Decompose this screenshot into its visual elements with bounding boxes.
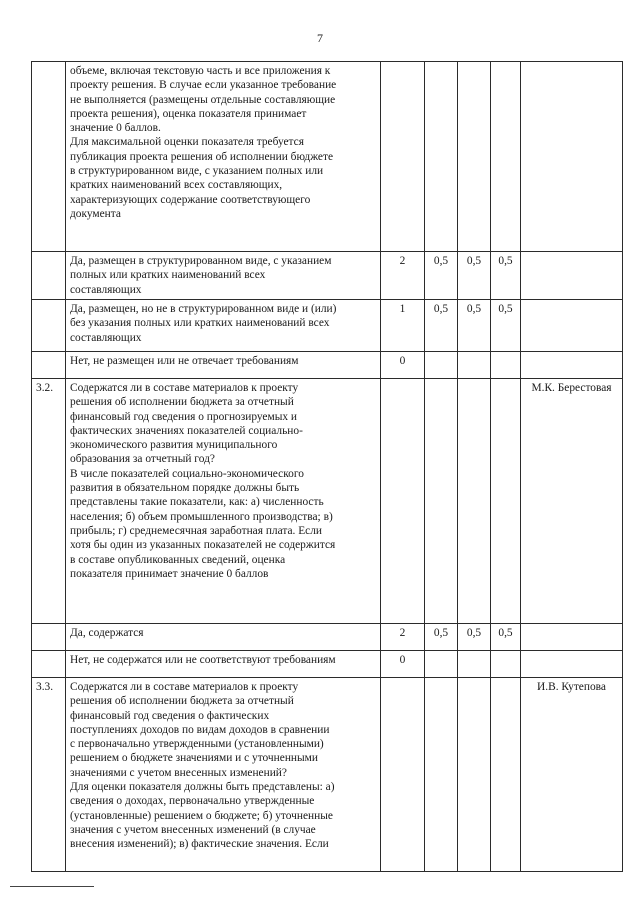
criterion-line: Да, размещен в структурированном виде, с указанием — [70, 255, 332, 267]
coefficient-3: 0,5 — [491, 252, 521, 300]
criterion-line: сведения о доходах, первоначально утвержденные — [70, 795, 315, 808]
score-value — [381, 62, 425, 252]
criterion-line: Да, размещен, но не в структурированном виде и (или) — [70, 303, 337, 315]
criterion-text — [66, 62, 381, 252]
row-number — [32, 252, 66, 300]
responsible-person — [521, 62, 623, 252]
criterion-line: финансовый год сведения о прогнозируемых и — [70, 410, 297, 423]
page-number: 7 — [317, 31, 323, 45]
score-value: 2 — [381, 624, 425, 651]
criterion-line: Для оценки показателя должны быть представлены: а) — [70, 781, 335, 794]
row-number — [32, 352, 66, 379]
criterion-line: решения об исполнении бюджета за отчетный — [70, 396, 294, 409]
criterion-line: без указания полных или кратких наименований всех — [70, 317, 330, 330]
criterion-line: не выполняется (размещены отдельные составляющие — [70, 93, 336, 106]
criteria-table — [31, 61, 623, 872]
responsible-person — [521, 651, 623, 678]
criterion-line: поступлениях доходов по видам доходов в сравнении — [70, 723, 330, 736]
criterion-line: показателя принимает значение 0 баллов — [70, 567, 269, 580]
coefficient-2: 0,5 — [458, 624, 491, 651]
coefficient-1 — [425, 379, 458, 624]
criterion-line: населения; б) объем промышленного производства; в) — [70, 510, 333, 523]
criterion-line: с первоначально утвержденными (установленными) — [70, 738, 324, 751]
responsible-person: М.К. Берестовая — [521, 379, 623, 624]
coefficient-3 — [491, 379, 521, 624]
criterion-line: значениями с учетом внесенных изменений? — [70, 766, 287, 779]
criterion-line: решением о бюджете значениями и с уточненными — [70, 752, 318, 765]
footnote-separator — [10, 886, 94, 887]
criterion-line: образования за отчетный год? — [70, 453, 215, 466]
row-number: 3.2. — [32, 379, 66, 624]
criterion-text — [66, 300, 381, 352]
coefficient-3 — [491, 62, 521, 252]
score-value: 0 — [381, 651, 425, 678]
criterion-line: составляющих — [70, 283, 142, 296]
criterion-line: объеме, включая текстовую часть и все приложения к — [70, 65, 331, 77]
coefficient-2 — [458, 678, 491, 872]
criterion-line: фактических значениях показателей социально- — [70, 424, 303, 437]
coefficient-1 — [425, 651, 458, 678]
criterion-line: Для максимальной оценки показателя требуется — [70, 136, 304, 149]
criterion-text — [66, 651, 381, 678]
coefficient-1: 0,5 — [425, 624, 458, 651]
table-row — [32, 62, 623, 252]
responsible-person — [521, 300, 623, 352]
row-number: 3.3. — [32, 678, 66, 872]
responsible-person — [521, 352, 623, 379]
coefficient-3 — [491, 651, 521, 678]
coefficient-1: 0,5 — [425, 300, 458, 352]
row-number — [32, 300, 66, 352]
criterion-line: документа — [70, 207, 121, 220]
table-row — [32, 624, 623, 651]
criterion-line: Содержатся ли в составе материалов к проекту — [70, 382, 299, 394]
criterion-text — [66, 379, 381, 624]
table-body — [32, 62, 623, 872]
criterion-line: Нет, не размещен или не отвечает требованиям — [70, 355, 299, 367]
score-value — [381, 379, 425, 624]
criterion-line: проекту решения. В случае если указанное требование — [70, 79, 337, 92]
criterion-line: в структурированном виде, с указанием полных или — [70, 165, 324, 178]
criterion-line: решения об исполнении бюджета за отчетный — [70, 695, 294, 708]
criterion-text — [66, 352, 381, 379]
criterion-line: В числе показателей социально-экономического — [70, 467, 304, 480]
table-row — [32, 379, 623, 624]
criterion-line: развития в обязательном порядке должны быть — [70, 482, 300, 495]
table-row — [32, 252, 623, 300]
coefficient-3: 0,5 — [491, 624, 521, 651]
criterion-line: финансовый год сведения о фактических — [70, 709, 270, 722]
coefficient-1 — [425, 62, 458, 252]
criterion-line: Содержатся ли в составе материалов к проекту — [70, 681, 299, 693]
criterion-line: (установленные) решением о бюджете; б) уточненные — [70, 809, 333, 822]
score-value: 0 — [381, 352, 425, 379]
criterion-line: составляющих — [70, 331, 142, 344]
responsible-person — [521, 252, 623, 300]
score-value — [381, 678, 425, 872]
coefficient-1: 0,5 — [425, 252, 458, 300]
criterion-line: проекта решения), оценка показателя принимает — [70, 107, 307, 120]
criterion-line: Да, содержатся — [70, 627, 144, 639]
criterion-line: значения с учетом внесенных изменений (в случае — [70, 823, 316, 836]
criterion-line: экономического развития муниципального — [70, 439, 278, 452]
row-number — [32, 651, 66, 678]
coefficient-3: 0,5 — [491, 300, 521, 352]
criterion-line: характеризующих содержание соответствующего — [70, 193, 311, 206]
responsible-person — [521, 624, 623, 651]
criterion-line: публикация проекта решения об исполнении бюджете — [70, 150, 334, 163]
criterion-text — [66, 678, 381, 872]
coefficient-2 — [458, 62, 491, 252]
criterion-line: представлены такие показатели, как: а) численность — [70, 496, 324, 509]
criterion-line: хотя бы один из указанных показателей не содержится — [70, 539, 336, 552]
coefficient-2: 0,5 — [458, 252, 491, 300]
criterion-line: Нет, не содержатся или не соответствуют требованиям — [70, 654, 336, 666]
criterion-line: кратких наименований всех составляющих, — [70, 179, 283, 192]
criterion-line: внесения изменений); в) фактические значения. Если — [70, 838, 329, 851]
coefficient-3 — [491, 678, 521, 872]
row-number — [32, 624, 66, 651]
coefficient-1 — [425, 678, 458, 872]
criterion-line: прибыль; г) среднемесячная заработная плата. Если — [70, 524, 323, 537]
table-row — [32, 678, 623, 872]
row-number — [32, 62, 66, 252]
score-value: 1 — [381, 300, 425, 352]
coefficient-3 — [491, 352, 521, 379]
coefficient-2 — [458, 651, 491, 678]
criterion-line: значение 0 баллов. — [70, 122, 161, 135]
criterion-text — [66, 252, 381, 300]
table-row — [32, 651, 623, 678]
coefficient-1 — [425, 352, 458, 379]
criterion-text — [66, 624, 381, 651]
responsible-person: И.В. Кутепова — [521, 678, 623, 872]
table-row — [32, 300, 623, 352]
coefficient-2: 0,5 — [458, 300, 491, 352]
table-row — [32, 352, 623, 379]
criterion-line: полных или кратких наименований всех — [70, 269, 266, 282]
criterion-line: в составе опубликованных сведений, оценка — [70, 553, 286, 566]
coefficient-2 — [458, 379, 491, 624]
score-value: 2 — [381, 252, 425, 300]
coefficient-2 — [458, 352, 491, 379]
